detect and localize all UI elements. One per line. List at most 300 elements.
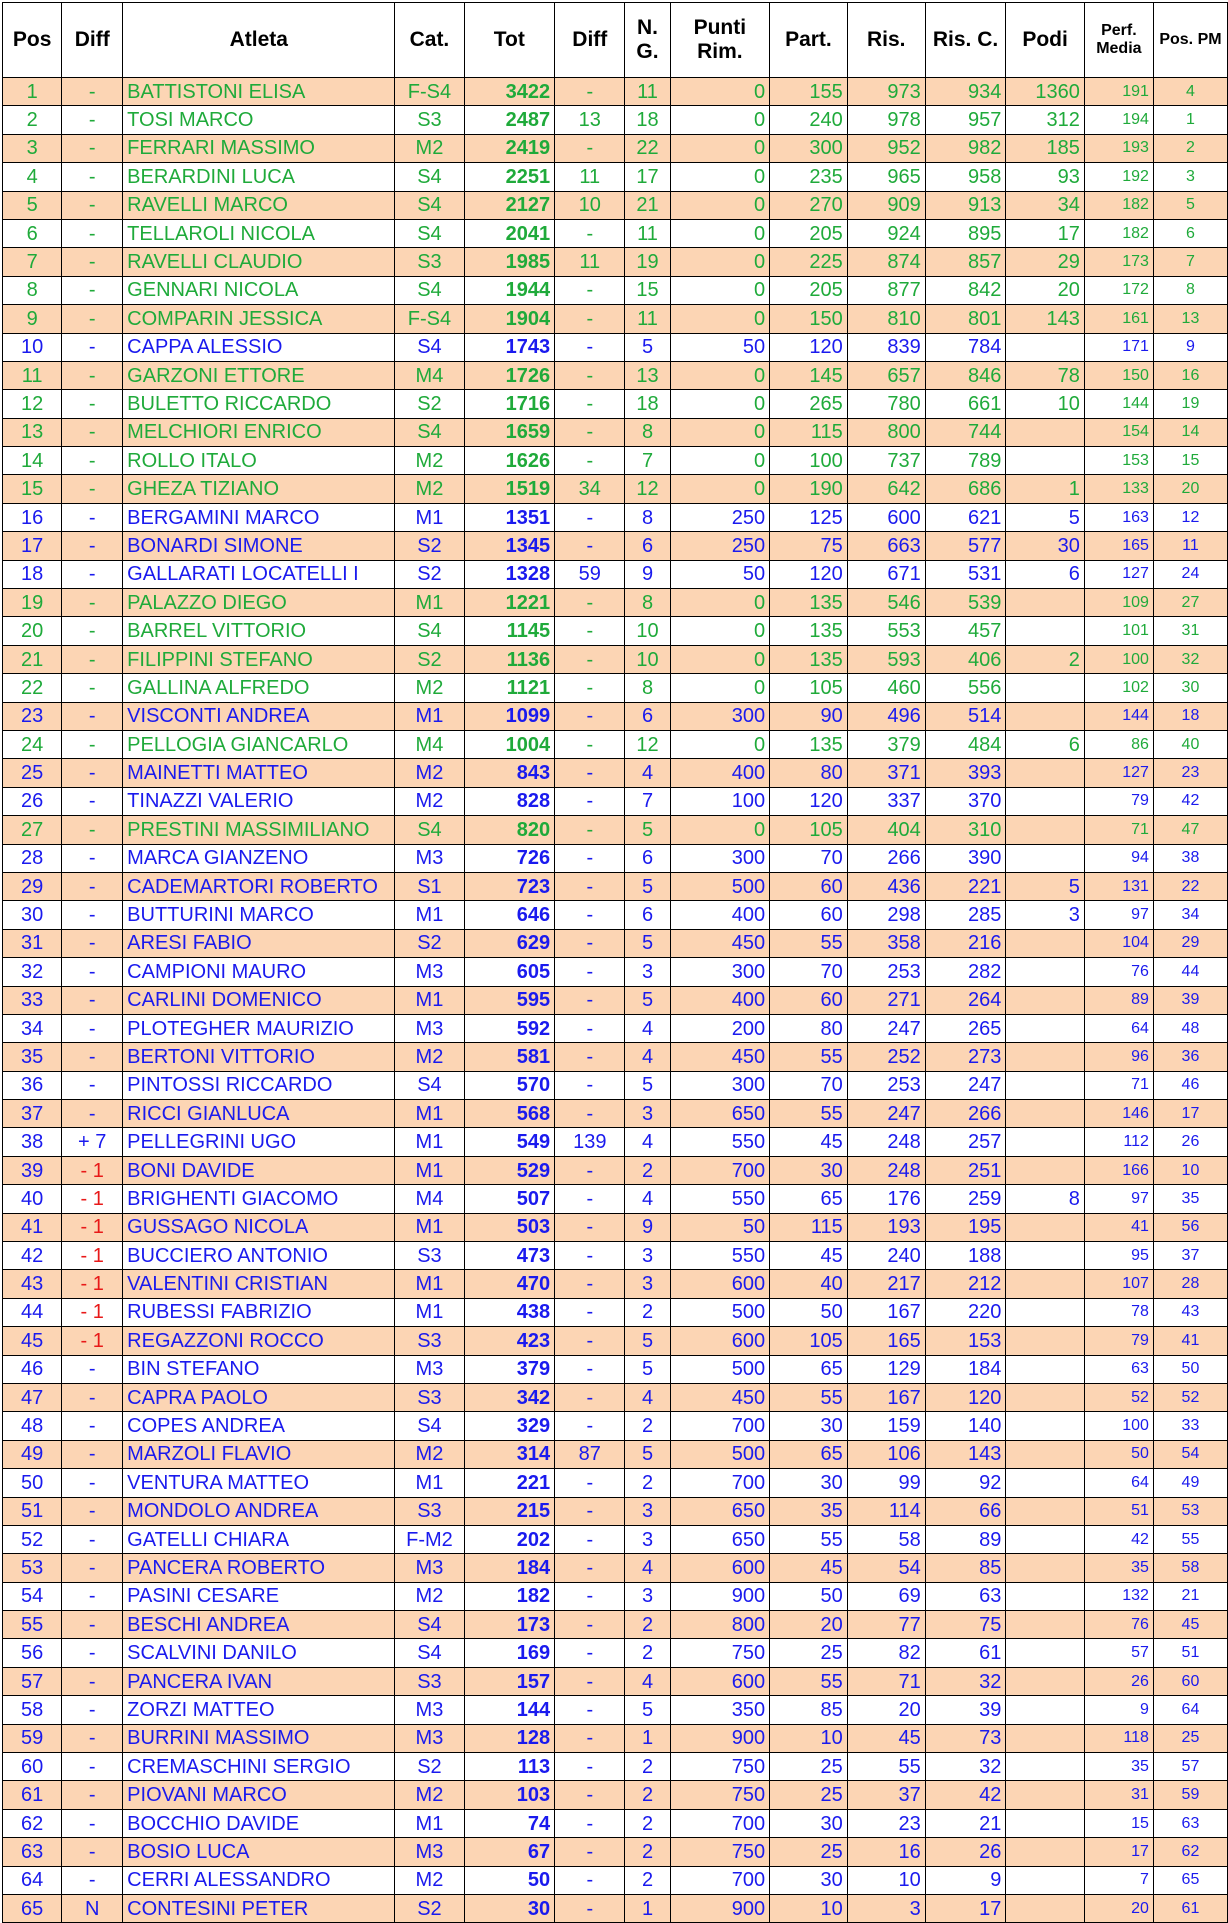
cell-cat: M4 (395, 1185, 464, 1213)
cell-punti-rim: 650 (670, 1100, 770, 1128)
cell-perf-media: 78 (1084, 1298, 1153, 1326)
cell-pos-pm: 5 (1153, 191, 1227, 219)
cell-part: 25 (770, 1781, 848, 1809)
cell-ng: 3 (625, 1270, 670, 1298)
cell-diff: - (62, 730, 123, 758)
cell-perf-media: 163 (1084, 503, 1153, 531)
table-row (3, 787, 1228, 815)
cell-diff: - 1 (62, 1327, 123, 1355)
cell-cat: M2 (395, 1582, 464, 1610)
cell-ris-c: 842 (925, 276, 1006, 304)
cell-diff: - (62, 1724, 123, 1752)
table-row (3, 1724, 1228, 1752)
cell-punti-rim: 0 (670, 418, 770, 446)
cell-atleta: COPES ANDREA (123, 1412, 395, 1440)
cell-ris-c: 282 (925, 958, 1006, 986)
cell-podi (1006, 1724, 1084, 1752)
cell-pos: 52 (3, 1525, 62, 1553)
cell-ris: 271 (847, 986, 925, 1014)
cell-ris: 45 (847, 1724, 925, 1752)
cell-atleta: BIN STEFANO (123, 1355, 395, 1383)
cell-perf-media: 94 (1084, 844, 1153, 872)
cell-pos-pm: 25 (1153, 1724, 1227, 1752)
cell-ris-c: 958 (925, 163, 1006, 191)
cell-part: 55 (770, 1525, 848, 1553)
cell-punti-rim: 600 (670, 1554, 770, 1582)
cell-ris: 176 (847, 1185, 925, 1213)
cell-pos: 59 (3, 1724, 62, 1752)
cell-atleta: ARESI FABIO (123, 929, 395, 957)
cell-cat: M1 (395, 901, 464, 929)
table-row (3, 418, 1228, 446)
cell-diff: - (62, 1753, 123, 1781)
cell-tot: 570 (464, 1071, 555, 1099)
cell-ris: 167 (847, 1383, 925, 1411)
cell-diff-points: - (555, 333, 625, 361)
cell-cat: S1 (395, 872, 464, 900)
cell-cat: M1 (395, 1270, 464, 1298)
cell-tot: 1659 (464, 418, 555, 446)
cell-pos: 37 (3, 1100, 62, 1128)
cell-part: 135 (770, 589, 848, 617)
cell-punti-rim: 700 (670, 1412, 770, 1440)
cell-tot: 329 (464, 1412, 555, 1440)
cell-perf-media: 165 (1084, 532, 1153, 560)
cell-tot: 74 (464, 1809, 555, 1837)
cell-diff: - (62, 1043, 123, 1071)
cell-pos: 60 (3, 1753, 62, 1781)
cell-tot: 1121 (464, 674, 555, 702)
cell-punti-rim: 700 (670, 1469, 770, 1497)
cell-diff: - (62, 929, 123, 957)
cell-podi (1006, 1497, 1084, 1525)
cell-diff: - (62, 1497, 123, 1525)
cell-ng: 3 (625, 1582, 670, 1610)
table-row (3, 560, 1228, 588)
cell-diff: + 7 (62, 1128, 123, 1156)
cell-ng: 5 (625, 1696, 670, 1724)
cell-punti-rim: 650 (670, 1497, 770, 1525)
cell-diff-points: - (555, 958, 625, 986)
cell-pos: 5 (3, 191, 62, 219)
cell-punti-rim: 750 (670, 1639, 770, 1667)
cell-tot: 473 (464, 1242, 555, 1270)
cell-cat: M3 (395, 1554, 464, 1582)
cell-tot: 173 (464, 1611, 555, 1639)
cell-diff-points: - (555, 305, 625, 333)
table-row (3, 1667, 1228, 1695)
table-row (3, 1554, 1228, 1582)
cell-atleta: GUSSAGO NICOLA (123, 1213, 395, 1241)
cell-podi (1006, 1071, 1084, 1099)
cell-podi: 29 (1006, 248, 1084, 276)
cell-perf-media: 42 (1084, 1525, 1153, 1553)
cell-atleta: PANCERA ROBERTO (123, 1554, 395, 1582)
cell-punti-rim: 200 (670, 1014, 770, 1042)
cell-atleta: CAMPIONI MAURO (123, 958, 395, 986)
cell-perf-media: 171 (1084, 333, 1153, 361)
cell-tot: 1099 (464, 702, 555, 730)
cell-diff-points: - (555, 1809, 625, 1837)
cell-perf-media: 57 (1084, 1639, 1153, 1667)
cell-part: 30 (770, 1412, 848, 1440)
cell-pos: 42 (3, 1242, 62, 1270)
cell-ng: 5 (625, 929, 670, 957)
table-row (3, 1298, 1228, 1326)
cell-ris: 978 (847, 106, 925, 134)
cell-part: 105 (770, 816, 848, 844)
cell-part: 30 (770, 1469, 848, 1497)
cell-atleta: CARLINI DOMENICO (123, 986, 395, 1014)
cell-diff-points: - (555, 1781, 625, 1809)
cell-cat: M3 (395, 844, 464, 872)
cell-part: 270 (770, 191, 848, 219)
cell-diff-points: - (555, 1071, 625, 1099)
cell-perf-media: 182 (1084, 191, 1153, 219)
cell-pos: 7 (3, 248, 62, 276)
cell-ris-c: 220 (925, 1298, 1006, 1326)
cell-part: 30 (770, 1866, 848, 1894)
cell-pos-pm: 36 (1153, 1043, 1227, 1071)
cell-pos: 16 (3, 503, 62, 531)
cell-part: 155 (770, 78, 848, 106)
cell-tot: 568 (464, 1100, 555, 1128)
cell-pos: 58 (3, 1696, 62, 1724)
cell-perf-media: 144 (1084, 702, 1153, 730)
cell-diff-points: - (555, 730, 625, 758)
cell-perf-media: 102 (1084, 674, 1153, 702)
cell-diff-points: - (555, 390, 625, 418)
cell-diff: - 1 (62, 1298, 123, 1326)
cell-cat: S2 (395, 645, 464, 673)
cell-diff: - (62, 844, 123, 872)
cell-diff-points: - (555, 1156, 625, 1184)
cell-cat: S4 (395, 333, 464, 361)
cell-diff-points: 34 (555, 475, 625, 503)
cell-cat: S3 (395, 1383, 464, 1411)
cell-podi (1006, 418, 1084, 446)
cell-podi (1006, 816, 1084, 844)
cell-tot: 820 (464, 816, 555, 844)
cell-ng: 18 (625, 106, 670, 134)
cell-diff: - (62, 163, 123, 191)
cell-ris: 165 (847, 1327, 925, 1355)
cell-ris: 839 (847, 333, 925, 361)
cell-ng: 4 (625, 1128, 670, 1156)
cell-part: 65 (770, 1440, 848, 1468)
cell-pos: 1 (3, 78, 62, 106)
cell-part: 60 (770, 872, 848, 900)
cell-pos-pm: 57 (1153, 1753, 1227, 1781)
cell-ris-c: 221 (925, 872, 1006, 900)
cell-tot: 581 (464, 1043, 555, 1071)
cell-ris: 248 (847, 1128, 925, 1156)
header-part: Part. (770, 3, 848, 78)
cell-perf-media: 127 (1084, 560, 1153, 588)
cell-atleta: VALENTINI CRISTIAN (123, 1270, 395, 1298)
cell-part: 145 (770, 361, 848, 389)
cell-ng: 5 (625, 1071, 670, 1099)
cell-tot: 726 (464, 844, 555, 872)
cell-podi (1006, 1043, 1084, 1071)
cell-pos: 8 (3, 276, 62, 304)
cell-pos: 65 (3, 1895, 62, 1923)
cell-diff: - (62, 787, 123, 815)
cell-ng: 10 (625, 645, 670, 673)
cell-punti-rim: 0 (670, 361, 770, 389)
cell-podi (1006, 1611, 1084, 1639)
cell-punti-rim: 0 (670, 447, 770, 475)
cell-atleta: ZORZI MATTEO (123, 1696, 395, 1724)
cell-cat: S3 (395, 248, 464, 276)
cell-diff: - (62, 901, 123, 929)
cell-pos-pm: 48 (1153, 1014, 1227, 1042)
table-row (3, 901, 1228, 929)
cell-ris-c: 153 (925, 1327, 1006, 1355)
cell-atleta: BRIGHENTI GIACOMO (123, 1185, 395, 1213)
cell-diff-points: - (555, 1327, 625, 1355)
cell-podi (1006, 986, 1084, 1014)
cell-podi: 185 (1006, 134, 1084, 162)
cell-ng: 13 (625, 361, 670, 389)
cell-podi (1006, 702, 1084, 730)
cell-cat: M2 (395, 1440, 464, 1468)
cell-ng: 2 (625, 1781, 670, 1809)
cell-tot: 629 (464, 929, 555, 957)
cell-cat: S4 (395, 163, 464, 191)
cell-perf-media: 50 (1084, 1440, 1153, 1468)
header-diff-points: Diff (555, 3, 625, 78)
cell-tot: 549 (464, 1128, 555, 1156)
cell-perf-media: 15 (1084, 1809, 1153, 1837)
cell-podi (1006, 674, 1084, 702)
cell-perf-media: 100 (1084, 645, 1153, 673)
cell-diff-points: - (555, 759, 625, 787)
cell-perf-media: 31 (1084, 1781, 1153, 1809)
cell-ris-c: 789 (925, 447, 1006, 475)
cell-tot: 1328 (464, 560, 555, 588)
cell-ris: 266 (847, 844, 925, 872)
cell-ris: 58 (847, 1525, 925, 1553)
cell-perf-media: 64 (1084, 1014, 1153, 1042)
cell-atleta: BONARDI SIMONE (123, 532, 395, 560)
cell-diff-points: - (555, 532, 625, 560)
cell-podi: 6 (1006, 730, 1084, 758)
cell-pos: 26 (3, 787, 62, 815)
table-row (3, 532, 1228, 560)
cell-punti-rim: 50 (670, 560, 770, 588)
cell-atleta: BUTTURINI MARCO (123, 901, 395, 929)
table-row (3, 1412, 1228, 1440)
cell-atleta: BOSIO LUCA (123, 1838, 395, 1866)
cell-diff-points: - (555, 1639, 625, 1667)
cell-ris-c: 913 (925, 191, 1006, 219)
cell-ng: 2 (625, 1469, 670, 1497)
cell-perf-media: 166 (1084, 1156, 1153, 1184)
cell-ris: 167 (847, 1298, 925, 1326)
cell-punti-rim: 700 (670, 1866, 770, 1894)
cell-part: 300 (770, 134, 848, 162)
cell-pos-pm: 40 (1153, 730, 1227, 758)
cell-part: 205 (770, 276, 848, 304)
cell-ris-c: 184 (925, 1355, 1006, 1383)
cell-atleta: CAPRA PAOLO (123, 1383, 395, 1411)
cell-part: 75 (770, 532, 848, 560)
cell-punti-rim: 400 (670, 759, 770, 787)
cell-atleta: PLOTEGHER MAURIZIO (123, 1014, 395, 1042)
cell-ris-c: 39 (925, 1696, 1006, 1724)
cell-pos: 6 (3, 219, 62, 247)
table-row (3, 730, 1228, 758)
cell-podi (1006, 1866, 1084, 1894)
cell-pos: 61 (3, 1781, 62, 1809)
cell-diff-points: - (555, 929, 625, 957)
cell-ng: 5 (625, 1355, 670, 1383)
table-row (3, 78, 1228, 106)
cell-pos-pm: 65 (1153, 1866, 1227, 1894)
cell-perf-media: 107 (1084, 1270, 1153, 1298)
cell-ris-c: 406 (925, 645, 1006, 673)
cell-part: 225 (770, 248, 848, 276)
cell-perf-media: 182 (1084, 219, 1153, 247)
cell-diff-points: - (555, 78, 625, 106)
cell-perf-media: 64 (1084, 1469, 1153, 1497)
cell-atleta: BONI DAVIDE (123, 1156, 395, 1184)
cell-diff-points: 87 (555, 1440, 625, 1468)
cell-ris: 810 (847, 305, 925, 333)
cell-pos: 45 (3, 1327, 62, 1355)
cell-cat: M2 (395, 759, 464, 787)
cell-pos-pm: 12 (1153, 503, 1227, 531)
cell-podi (1006, 1753, 1084, 1781)
cell-tot: 113 (464, 1753, 555, 1781)
cell-ris: 371 (847, 759, 925, 787)
table-row (3, 163, 1228, 191)
cell-atleta: GALLARATI LOCATELLI I (123, 560, 395, 588)
cell-pos: 48 (3, 1412, 62, 1440)
cell-podi (1006, 1809, 1084, 1837)
table-row (3, 1497, 1228, 1525)
table-row (3, 1611, 1228, 1639)
cell-pos-pm: 56 (1153, 1213, 1227, 1241)
cell-ris: 404 (847, 816, 925, 844)
cell-ng: 8 (625, 418, 670, 446)
cell-part: 55 (770, 929, 848, 957)
cell-diff-points: 10 (555, 191, 625, 219)
cell-diff-points: - (555, 447, 625, 475)
cell-pos-pm: 53 (1153, 1497, 1227, 1525)
cell-pos-pm: 24 (1153, 560, 1227, 588)
table-row (3, 1525, 1228, 1553)
cell-pos: 54 (3, 1582, 62, 1610)
cell-ris: 663 (847, 532, 925, 560)
cell-ris: 54 (847, 1554, 925, 1582)
cell-diff: - (62, 702, 123, 730)
cell-cat: M1 (395, 589, 464, 617)
header-ris-c: Ris. C. (925, 3, 1006, 78)
cell-part: 55 (770, 1667, 848, 1695)
cell-podi (1006, 1412, 1084, 1440)
cell-tot: 379 (464, 1355, 555, 1383)
cell-cat: M2 (395, 674, 464, 702)
cell-ris-c: 92 (925, 1469, 1006, 1497)
cell-tot: 342 (464, 1383, 555, 1411)
cell-tot: 103 (464, 1781, 555, 1809)
cell-pos-pm: 64 (1153, 1696, 1227, 1724)
cell-tot: 1904 (464, 305, 555, 333)
header-atleta: Atleta (123, 3, 395, 78)
cell-ng: 11 (625, 219, 670, 247)
cell-cat: M1 (395, 1100, 464, 1128)
cell-podi (1006, 844, 1084, 872)
cell-cat: S4 (395, 1412, 464, 1440)
cell-ris: 16 (847, 1838, 925, 1866)
table-row (3, 1043, 1228, 1071)
cell-tot: 828 (464, 787, 555, 815)
cell-punti-rim: 650 (670, 1525, 770, 1553)
table-row (3, 1071, 1228, 1099)
cell-punti-rim: 500 (670, 872, 770, 900)
cell-podi: 2 (1006, 645, 1084, 673)
cell-ris-c: 85 (925, 1554, 1006, 1582)
cell-atleta: PANCERA IVAN (123, 1667, 395, 1695)
cell-diff-points: - (555, 418, 625, 446)
cell-podi (1006, 1270, 1084, 1298)
cell-cat: M1 (395, 1809, 464, 1837)
cell-perf-media: 100 (1084, 1412, 1153, 1440)
cell-diff-points: - (555, 617, 625, 645)
cell-atleta: BERTONI VITTORIO (123, 1043, 395, 1071)
cell-pos: 18 (3, 560, 62, 588)
cell-podi (1006, 1014, 1084, 1042)
cell-atleta: BERGAMINI MARCO (123, 503, 395, 531)
cell-cat: S4 (395, 617, 464, 645)
cell-atleta: SCALVINI DANILO (123, 1639, 395, 1667)
cell-podi: 5 (1006, 503, 1084, 531)
cell-ng: 4 (625, 1667, 670, 1695)
table-row (3, 1866, 1228, 1894)
cell-part: 35 (770, 1497, 848, 1525)
cell-ris: 252 (847, 1043, 925, 1071)
cell-diff-points: - (555, 1469, 625, 1497)
cell-pos: 35 (3, 1043, 62, 1071)
cell-punti-rim: 50 (670, 1213, 770, 1241)
cell-ris: 379 (847, 730, 925, 758)
cell-pos: 3 (3, 134, 62, 162)
table-row (3, 617, 1228, 645)
cell-atleta: TELLAROLI NICOLA (123, 219, 395, 247)
cell-punti-rim: 0 (670, 617, 770, 645)
cell-ng: 5 (625, 333, 670, 361)
cell-part: 265 (770, 390, 848, 418)
table-row (3, 1355, 1228, 1383)
cell-ng: 5 (625, 872, 670, 900)
cell-tot: 723 (464, 872, 555, 900)
cell-punti-rim: 250 (670, 503, 770, 531)
cell-ris-c: 285 (925, 901, 1006, 929)
cell-diff: - (62, 1866, 123, 1894)
cell-perf-media: 89 (1084, 986, 1153, 1014)
cell-pos-pm: 18 (1153, 702, 1227, 730)
cell-part: 105 (770, 674, 848, 702)
cell-ng: 3 (625, 1242, 670, 1270)
cell-pos-pm: 41 (1153, 1327, 1227, 1355)
cell-ris: 298 (847, 901, 925, 929)
cell-tot: 182 (464, 1582, 555, 1610)
cell-ng: 5 (625, 816, 670, 844)
cell-diff: - (62, 418, 123, 446)
cell-diff: - (62, 106, 123, 134)
